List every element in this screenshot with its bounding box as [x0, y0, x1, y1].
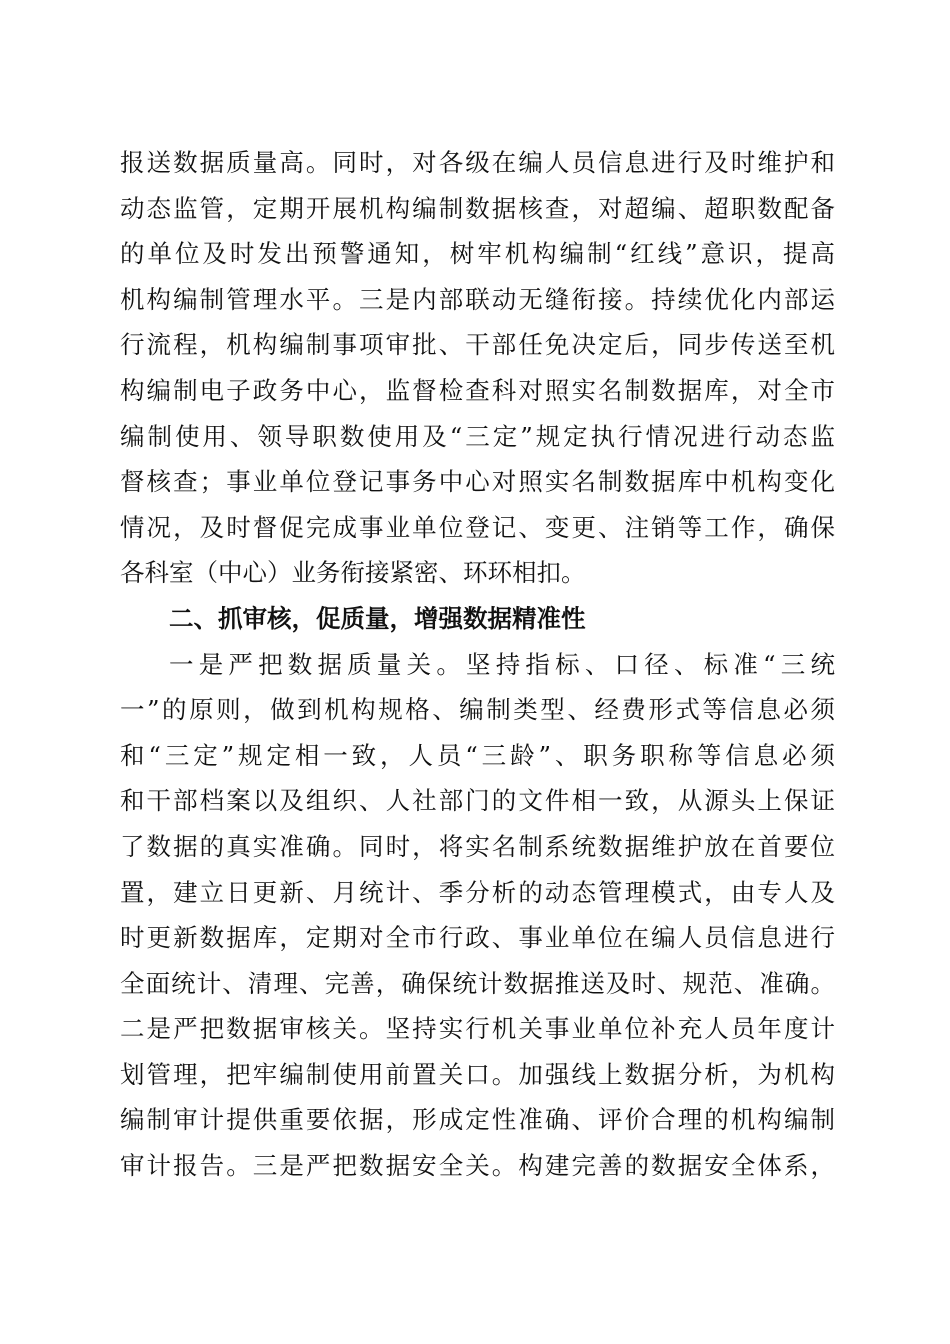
body-line-13: 一”的原则，做到机构规格、编制类型、经费形式等信息必须: [120, 695, 835, 725]
body-line-12: 一是严把数据质量关。坚持指标、口径、标准“三统: [169, 649, 835, 679]
body-line-6: 构编制电子政务中心，监督检查科对照实名制数据库，对全市: [120, 375, 835, 405]
body-line-1: 报送数据质量高。同时，对各级在编人员信息进行及时维护和: [120, 148, 835, 177]
body-line-18: 时更新数据库，定期对全市行政、事业单位在编人员信息进行: [120, 923, 835, 953]
body-line-17: 置，建立日更新、月统计、季分析的动态管理模式，由专人及: [120, 877, 835, 907]
body-line-22: 编制审计提供重要依据，形成定性准确、评价合理的机构编制: [120, 1105, 835, 1135]
body-line-20: 二是严把数据审核关。坚持实行机关事业单位补充人员年度计: [120, 1014, 835, 1044]
body-line-2: 动态监管，定期开展机构编制数据核查，对超编、超职数配备: [120, 193, 835, 223]
body-line-10: 各科室（中心）业务衔接紧密、环环相扣。: [120, 558, 586, 588]
body-line-15: 和干部档案以及组织、人社部门的文件相一致，从源头上保证: [120, 786, 835, 816]
body-line-14: 和“三定”规定相一致，人员“三龄”、职务职称等信息必须: [120, 740, 835, 770]
body-line-21: 划管理，把牢编制使用前置关口。加强线上数据分析，为机构: [120, 1059, 835, 1089]
body-line-16: 了数据的真实准确。同时，将实名制系统数据维护放在首要位: [120, 831, 835, 861]
body-line-7: 编制使用、领导职数使用及“三定”规定执行情况进行动态监: [120, 421, 835, 451]
body-line-4: 机构编制管理水平。三是内部联动无缝衔接。持续优化内部运: [120, 284, 835, 314]
body-line-8: 督核查；事业单位登记事务中心对照实名制数据库中机构变化: [120, 467, 835, 497]
body-line-23: 审计报告。三是严把数据安全关。构建完善的数据安全体系，: [120, 1151, 835, 1181]
body-line-5: 行流程，机构编制事项审批、干部任免决定后，同步传送至机: [120, 330, 835, 360]
document-body: [120, 140, 835, 1189]
body-line-3: 的单位及时发出预警通知，树牢机构编制“红线”意识，提高: [120, 239, 835, 269]
body-line-19: 全面统计、清理、完善，确保统计数据推送及时、规范、准确。: [120, 968, 835, 998]
section-heading: 二、抓审核，促质量，增强数据精准性: [169, 603, 586, 633]
body-line-9: 情况，及时督促完成事业单位登记、变更、注销等工作，确保: [120, 512, 835, 542]
